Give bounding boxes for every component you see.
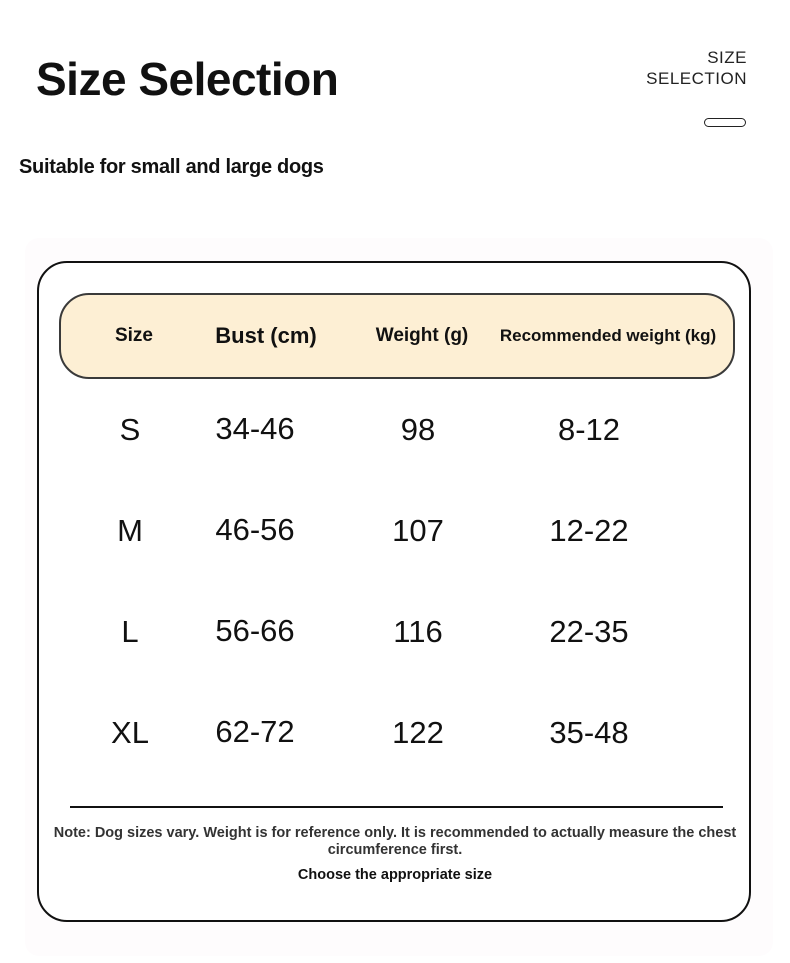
header-size: Size <box>114 325 154 346</box>
cell-recommended-s: 8-12 <box>557 412 621 447</box>
divider <box>70 806 723 808</box>
cell-size-m: M <box>117 513 143 548</box>
cell-size-s: S <box>119 412 141 447</box>
corner-label-line2: SELECTION <box>646 69 747 88</box>
cell-size-l: L <box>121 614 139 649</box>
cell-weight-l: 116 <box>393 614 443 649</box>
footer-note: Note: Dog sizes vary. Weight is for reference only. It is recommended to actually measure the chest circumference first. <box>53 825 737 858</box>
header-recommended-weight: Recommended weight (kg) <box>499 326 717 345</box>
footer-instruction: Choose the appropriate size <box>297 867 493 883</box>
cell-bust-s: 34-46 <box>215 411 295 446</box>
cell-size-xl: XL <box>111 715 149 750</box>
cell-weight-xl: 122 <box>392 715 444 750</box>
cell-bust-xl: 62-72 <box>215 714 295 749</box>
corner-label-line1: SIZE <box>707 48 747 67</box>
header-bust: Bust (cm) <box>215 323 317 348</box>
cell-recommended-l: 22-35 <box>549 614 629 649</box>
cell-weight-s: 98 <box>400 412 436 447</box>
cell-weight-m: 107 <box>392 513 444 548</box>
subtitle: Suitable for small and large dogs <box>19 156 324 178</box>
corner-label <box>607 47 747 89</box>
page-title: Size Selection <box>36 53 339 105</box>
cell-recommended-xl: 35-48 <box>549 715 629 750</box>
cell-bust-m: 46-56 <box>215 512 295 547</box>
cell-bust-l: 56-66 <box>215 613 295 648</box>
decorative-pill <box>704 118 746 127</box>
header-weight: Weight (g) <box>375 325 469 346</box>
cell-recommended-m: 12-22 <box>549 513 629 548</box>
